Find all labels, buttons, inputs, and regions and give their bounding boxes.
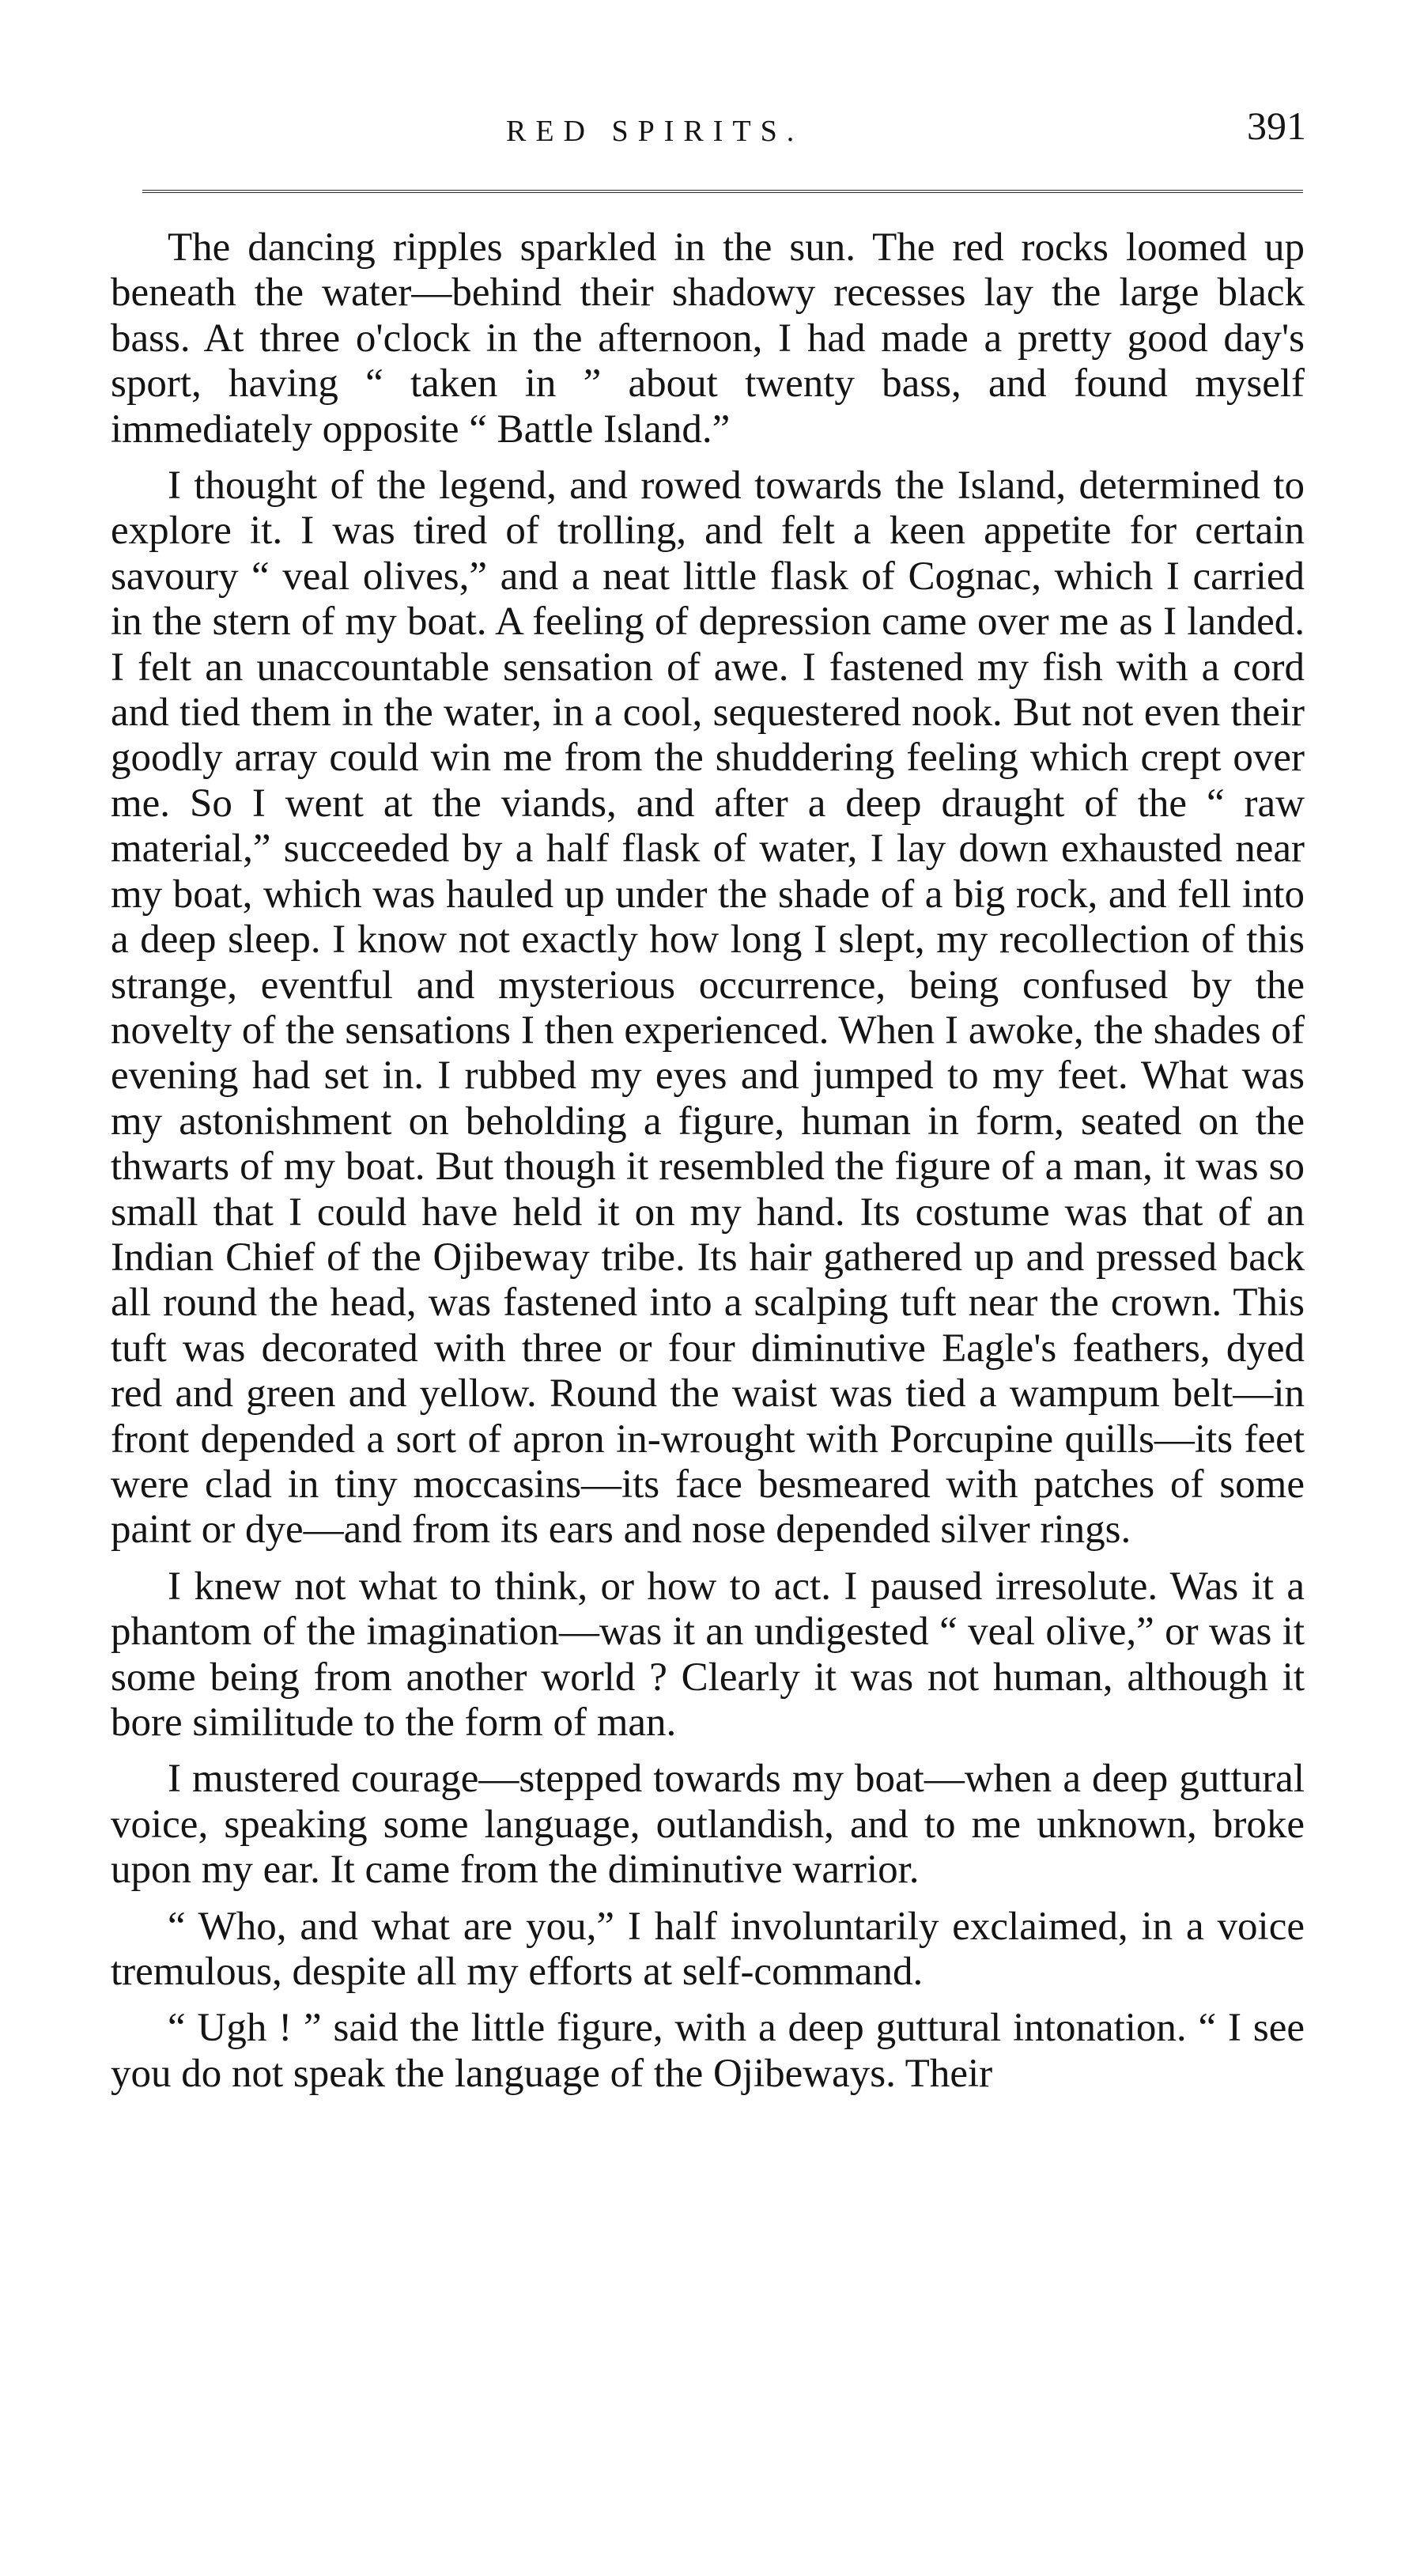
- body-text: [111, 225, 1305, 2108]
- page-number: 391: [1247, 104, 1306, 148]
- running-head: [0, 103, 1409, 166]
- paragraph: I thought of the legend, and rowed towards the Island, determined to explore it. I was tired of trolling, and felt a keen appetite for certain savoury “ veal olives,” and a neat little flask of Cognac, which I carried in the stern of my boat. A feeling of depression came over me as I landed. I felt an unaccountable sensation of awe. I fastened my fish with a cord and tied them in the water, in a cool, sequestered nook. But not even their goodly array could win me from the shuddering feeling which crept over me. So I went at the viands, and after a deep draught of the “ raw material,” succeeded by a half flask of water, I lay down exhausted near my boat, which was hauled up under the shade of a big rock, and fell into a deep sleep. I know not exactly how long I slept, my recollection of this strange, eventful and mysterious occurrence, being confused by the novelty of the sensations I then experienced. When I awoke, the shades of evening had set in. I rubbed my eyes and jumped to my feet. What was my astonishment on beholding a figure, human in form, seated on the thwarts of my boat. But though it resembled the figure of a man, it was so small that I could have held it on my hand. Its costume was that of an Indian Chief of the Ojibeway tribe. Its hair gathered up and pressed back all round the head, was fastened into a scalping tuft near the crown. This tuft was decorated with three or four diminutive Eagle's feathers, dyed red and green and yellow. Round the waist was tied a wampum belt—in front depended a sort of apron in-wrought with Porcupine quills—its feet were clad in tiny moccasins—its face besmeared with patches of some paint or dye—and from its ears and nose depended silver rings.: [111, 463, 1305, 1553]
- paragraph: I mustered courage—stepped towards my boat—when a deep guttural voice, speaking some language, outlandish, and to me unknown, broke upon my ear. It came from the diminutive warrior.: [111, 1757, 1305, 1893]
- paragraph: I knew not what to think, or how to act. I paused irresolute. Was it a phantom of the imagination—was it an undigested “ veal olive,” or was it some being from another world ? Clearly it was not human, although it bore similitude to the form of man.: [111, 1564, 1305, 1745]
- paragraph: “ Who, and what are you,” I half involuntarily exclaimed, in a voice tremulous, despite all my efforts at self-command.: [111, 1904, 1305, 1995]
- paragraph: “ Ugh ! ” said the little figure, with a deep guttural intonation. “ I see you do not speak the language of the Ojibeways. Their: [111, 2006, 1305, 2096]
- running-title: RED SPIRITS.: [506, 115, 804, 148]
- paragraph: The dancing ripples sparkled in the sun. The red rocks loomed up beneath the water—behind their shadowy recesses lay the large black bass. At three o'clock in the afternoon, I had made a pretty good day's sport, having “ taken in ” about twenty bass, and found myself immediately opposite “ Battle Island.”: [111, 225, 1305, 452]
- header-rule: [142, 190, 1303, 193]
